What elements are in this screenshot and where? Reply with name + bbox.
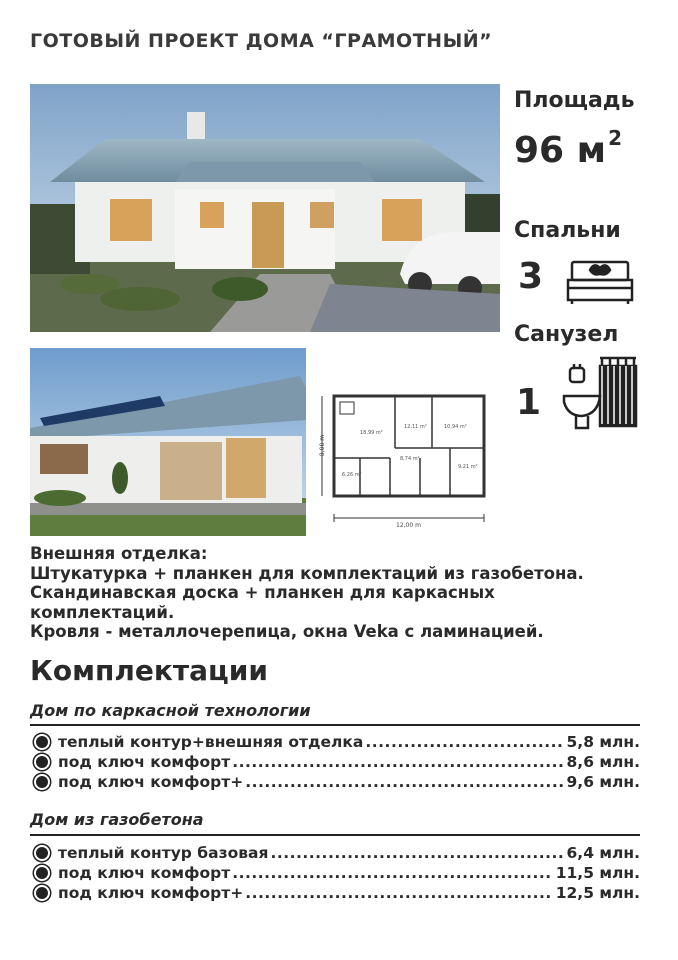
divider xyxy=(30,724,640,726)
description-line: Кровля - металлочерепица, окна Veka с ламинацией. xyxy=(30,622,544,641)
svg-text:9,21 m²: 9,21 m² xyxy=(458,464,478,470)
bullet-icon xyxy=(34,774,50,790)
area-label: Площадь xyxy=(514,88,635,113)
svg-text:8,74 m²: 8,74 m² xyxy=(400,456,420,462)
bullet-icon xyxy=(34,734,50,750)
finish-description xyxy=(30,544,650,642)
plan-height-dim: 8,00 m xyxy=(319,434,327,457)
svg-text:6,26 m²: 6,26 m² xyxy=(342,472,362,478)
floor-plan xyxy=(320,358,506,530)
leader-dots xyxy=(232,864,552,882)
price-row: под ключ комфорт ..... 8,6 млн. xyxy=(32,752,640,772)
divider xyxy=(30,834,640,836)
svg-text:10,94 m²: 10,94 m² xyxy=(444,424,467,430)
leader-dots xyxy=(245,773,562,791)
leader-dots xyxy=(365,733,562,751)
description-line: Штукатурка + планкен для комплектаций из газобетона. xyxy=(30,563,584,583)
price-row: под ключ комфорт+ ..... 9,6 млн. xyxy=(32,772,640,792)
bullet-icon xyxy=(34,754,50,770)
svg-text:12,11 m²: 12,11 m² xyxy=(404,424,427,430)
toilet-icon xyxy=(560,352,638,436)
price-row: под ключ комфорт+ ..... 12,5 млн. xyxy=(32,883,640,903)
bedrooms-label: Спальни xyxy=(514,218,621,243)
bathroom-value: 1 xyxy=(516,382,542,423)
price-row: теплый контур+внешняя отделка ..... 5,8 млн. xyxy=(32,732,640,752)
description-line: Скандинавская доска + планкен для каркасных xyxy=(30,583,495,602)
frame-price-list xyxy=(32,732,640,792)
gas-price-list xyxy=(32,843,640,903)
bathroom-label: Санузел xyxy=(514,322,619,347)
price-row: под ключ комфорт ..... 11,5 млн. xyxy=(32,863,640,883)
frame-house-heading: Дом по каркасной технологии xyxy=(30,701,311,720)
house-front-photo xyxy=(30,84,500,332)
leader-dots xyxy=(232,753,562,771)
bedrooms-value: 3 xyxy=(518,256,544,297)
price-row: теплый контур базовая ..... 6,4 млн. xyxy=(32,843,640,863)
bed-icon xyxy=(566,258,634,310)
area-value: 96 м $^2$ xyxy=(514,126,622,171)
gas-house-heading: Дом из газобетона xyxy=(30,810,204,829)
description-line: Внешняя отделка: xyxy=(30,544,208,563)
bullet-icon xyxy=(34,845,50,861)
plan-width-dim: 12,00 m xyxy=(396,522,421,529)
section-title: Комплектации xyxy=(30,654,268,687)
leader-dots xyxy=(245,884,552,902)
page-title: ГОТОВЫЙ ПРОЕКТ ДОМА “ГРАМОТНЫЙ” xyxy=(30,30,493,52)
bullet-icon xyxy=(34,885,50,901)
description-line: комплектаций. xyxy=(30,602,175,622)
house-back-photo xyxy=(30,348,306,536)
leader-dots xyxy=(270,844,562,862)
bullet-icon xyxy=(34,865,50,881)
svg-text:18,99 m²: 18,99 m² xyxy=(360,430,383,436)
